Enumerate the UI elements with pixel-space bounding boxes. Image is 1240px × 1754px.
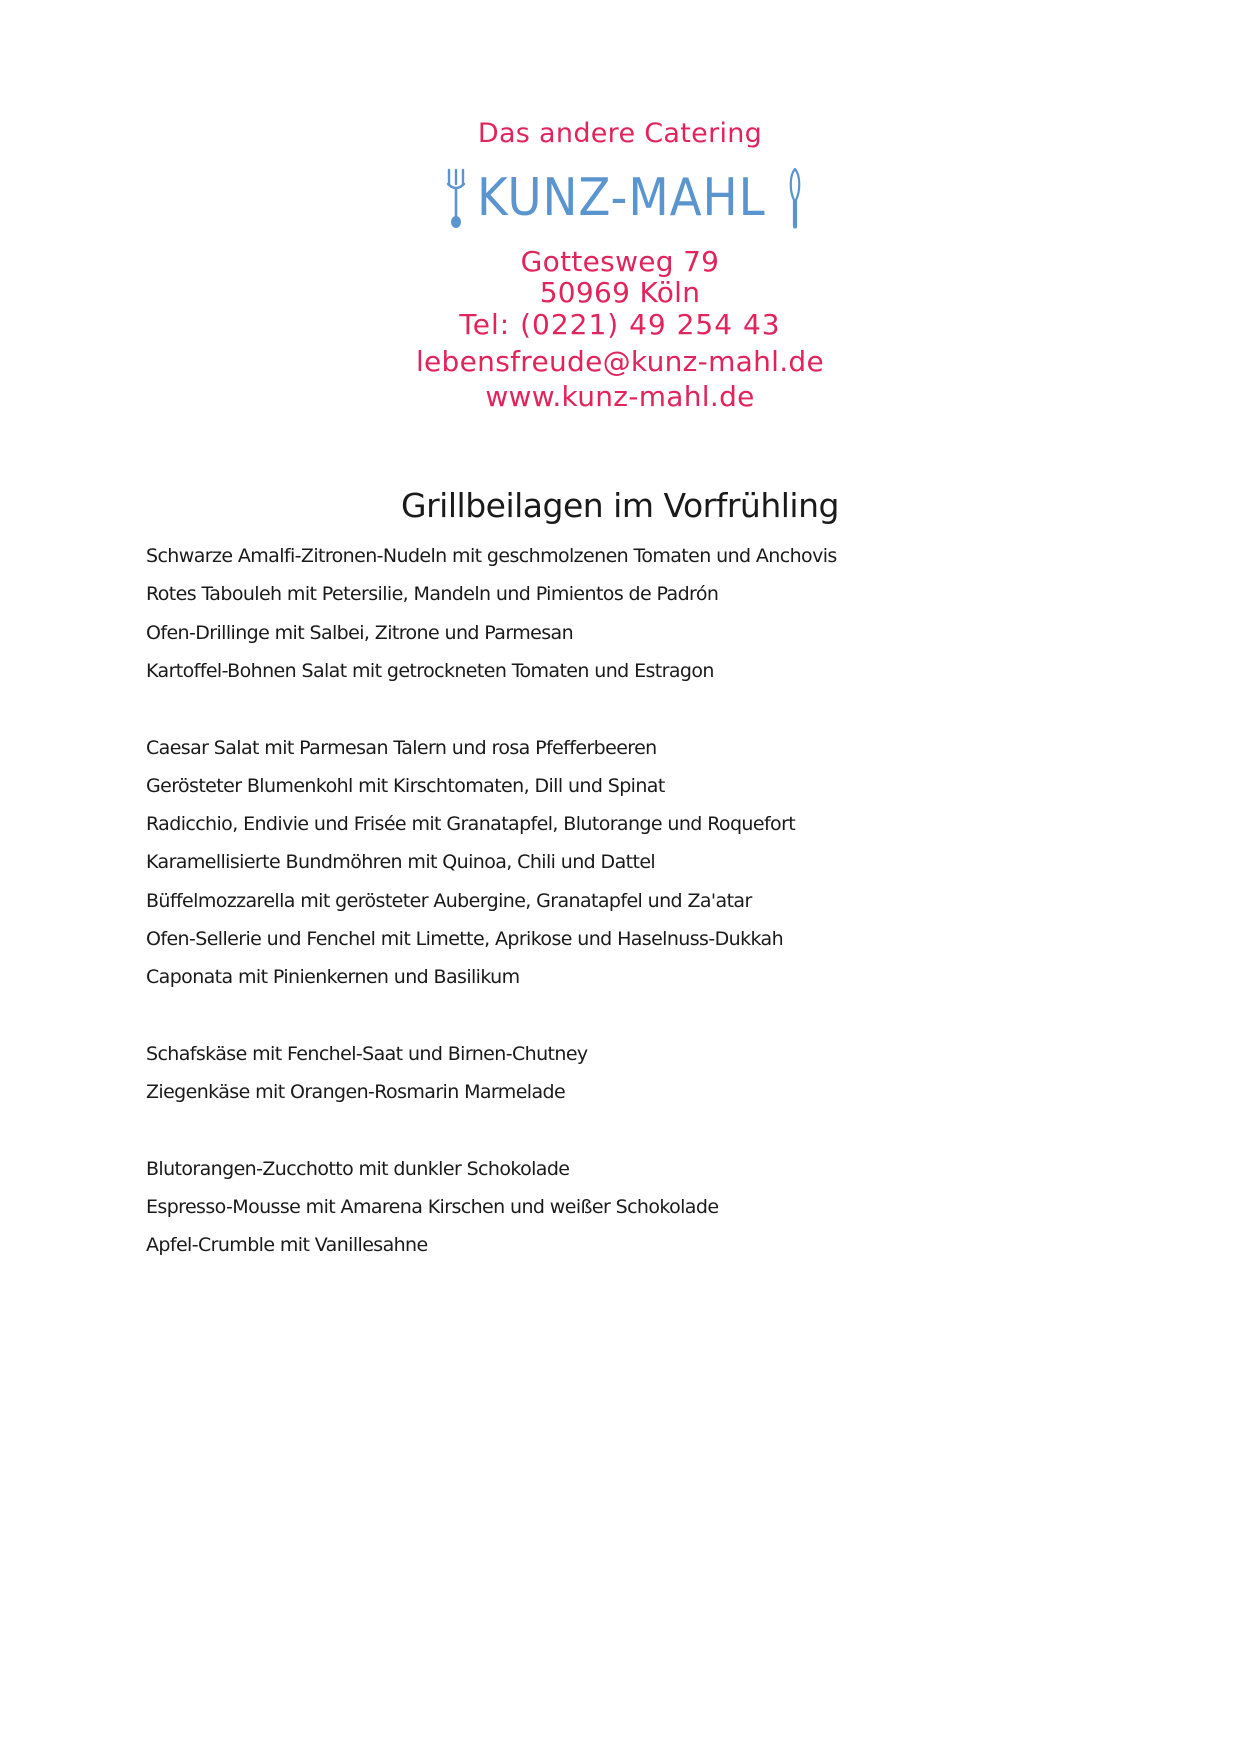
logo-wordmark: KUNZ-MAHL <box>477 168 766 228</box>
email-link[interactable]: lebensfreude@kunz-mahl.de <box>415 345 825 378</box>
menu-title: Grillbeilagen im Vorfrühling <box>401 486 839 525</box>
menu-item: Blutorangen-Zucchotto mit dunkler Schokolade <box>146 1157 570 1180</box>
menu-item: Kartoffel-Bohnen Salat mit getrockneten Tomaten und Estragon <box>146 659 714 682</box>
menu-item: Espresso-Mousse mit Amarena Kirschen und weißer Schokolade <box>146 1196 719 1219</box>
menu-item: Apfel-Crumble mit Vanillesahne <box>146 1234 428 1257</box>
menu-item: Ofen-Sellerie und Fenchel mit Limette, Aprikose und Haselnuss-Dukkah <box>146 928 784 950</box>
logo <box>437 162 807 234</box>
menu-item: Karamellisierte Bundmöhren mit Quinoa, Chili und Dattel <box>146 851 656 874</box>
phone-number: Tel: (0221) 49 254 43 <box>459 308 781 341</box>
fork-icon <box>445 168 467 230</box>
website-link[interactable]: www.kunz-mahl.de <box>485 380 755 413</box>
address-city: 50969 Köln <box>539 276 701 309</box>
menu-item: Caesar Salat mit Parmesan Talern und rosa Pfefferbeeren <box>146 736 657 759</box>
tagline: Das andere Catering <box>477 118 763 149</box>
menu-item: Radicchio, Endivie und Frisée mit Granatapfel, Blutorange und Roquefort <box>146 813 796 836</box>
address-street: Gottesweg 79 <box>520 245 720 278</box>
menu-item: Ofen-Drillinge mit Salbei, Zitrone und Parmesan <box>146 621 574 644</box>
knife-icon <box>785 166 805 230</box>
menu-item: Gerösteter Blumenkohl mit Kirschtomaten, Dill und Spinat <box>146 774 665 797</box>
menu-item: Rotes Tabouleh mit Petersilie, Mandeln und Pimientos de Padrón <box>146 583 719 606</box>
menu-item: Schwarze Amalfi-Zitronen-Nudeln mit geschmolzenen Tomaten und Anchovis <box>146 545 837 567</box>
menu-item: Schafskäse mit Fenchel-Saat und Birnen-Chutney <box>146 1042 588 1065</box>
menu-item: Caponata mit Pinienkernen und Basilikum <box>146 966 520 989</box>
menu-item: Büffelmozzarella mit gerösteter Aubergine, Granatapfel und Za'atar <box>146 889 752 912</box>
menu-item: Ziegenkäse mit Orangen-Rosmarin Marmelade <box>146 1081 566 1104</box>
